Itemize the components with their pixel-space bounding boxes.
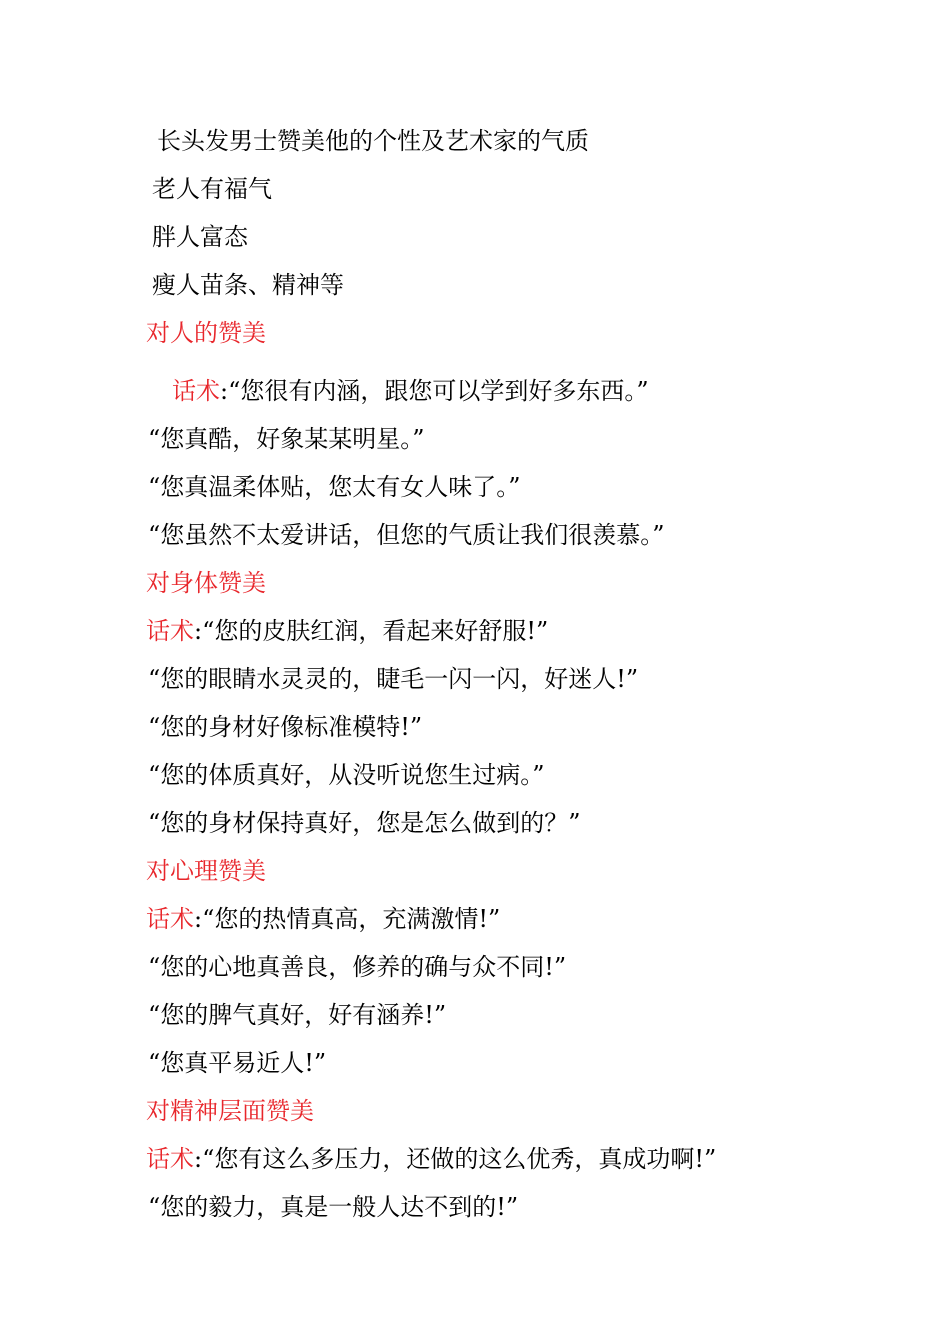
intro-line-4: 瘦人苗条、精神等 xyxy=(152,271,344,299)
script-label: 话术 xyxy=(146,905,194,933)
quote-line: “您的眼睛水灵灵的，睫毛一闪一闪，好迷人!” xyxy=(148,665,639,693)
section-mind-first-line xyxy=(146,904,500,934)
quote-line: “您真温柔体贴，您太有女人味了。” xyxy=(148,473,521,501)
intro-line-2: 老人有福气 xyxy=(152,175,272,203)
quote-line: “您真酷，好象某某明星。” xyxy=(148,425,425,453)
script-label: 话术 xyxy=(146,617,194,645)
section-heading-mind: 对心理赞美 xyxy=(146,857,266,885)
section-spirit-first-line xyxy=(146,1144,716,1174)
section-body-first-line xyxy=(146,616,548,646)
quote-line: “您的身材保持真好，您是怎么做到的？” xyxy=(148,809,581,837)
section-person-first-line xyxy=(172,376,649,406)
quote-text: :“您的热情真高，充满激情!” xyxy=(194,905,501,933)
quote-line: “您的心地真善良，修养的确与众不同!” xyxy=(148,953,567,981)
quote-text: :“您很有内涵，跟您可以学到好多东西。” xyxy=(220,377,649,405)
intro-line-3: 胖人富态 xyxy=(152,223,248,251)
script-label: 话术 xyxy=(146,1145,194,1173)
quote-text: :“您的皮肤红润，看起来好舒服!” xyxy=(194,617,549,645)
script-label: 话术 xyxy=(172,377,220,405)
intro-line-1: 长头发男士赞美他的个性及艺术家的气质 xyxy=(157,127,589,155)
quote-line: “您的脾气真好，好有涵养!” xyxy=(148,1001,447,1029)
section-heading-spirit: 对精神层面赞美 xyxy=(146,1097,314,1125)
quote-line: “您真平易近人!” xyxy=(148,1049,327,1077)
quote-line: “您的毅力，真是一般人达不到的!” xyxy=(148,1193,519,1221)
quote-line: “您虽然不太爱讲话，但您的气质让我们很羡慕。” xyxy=(148,521,665,549)
quote-line: “您的身材好像标准模特!” xyxy=(148,713,423,741)
section-heading-body: 对身体赞美 xyxy=(146,569,266,597)
quote-text: :“您有这么多压力，还做的这么优秀，真成功啊!” xyxy=(194,1145,717,1173)
quote-line: “您的体质真好，从没听说您生过病。” xyxy=(148,761,545,789)
section-heading-person: 对人的赞美 xyxy=(146,319,266,347)
